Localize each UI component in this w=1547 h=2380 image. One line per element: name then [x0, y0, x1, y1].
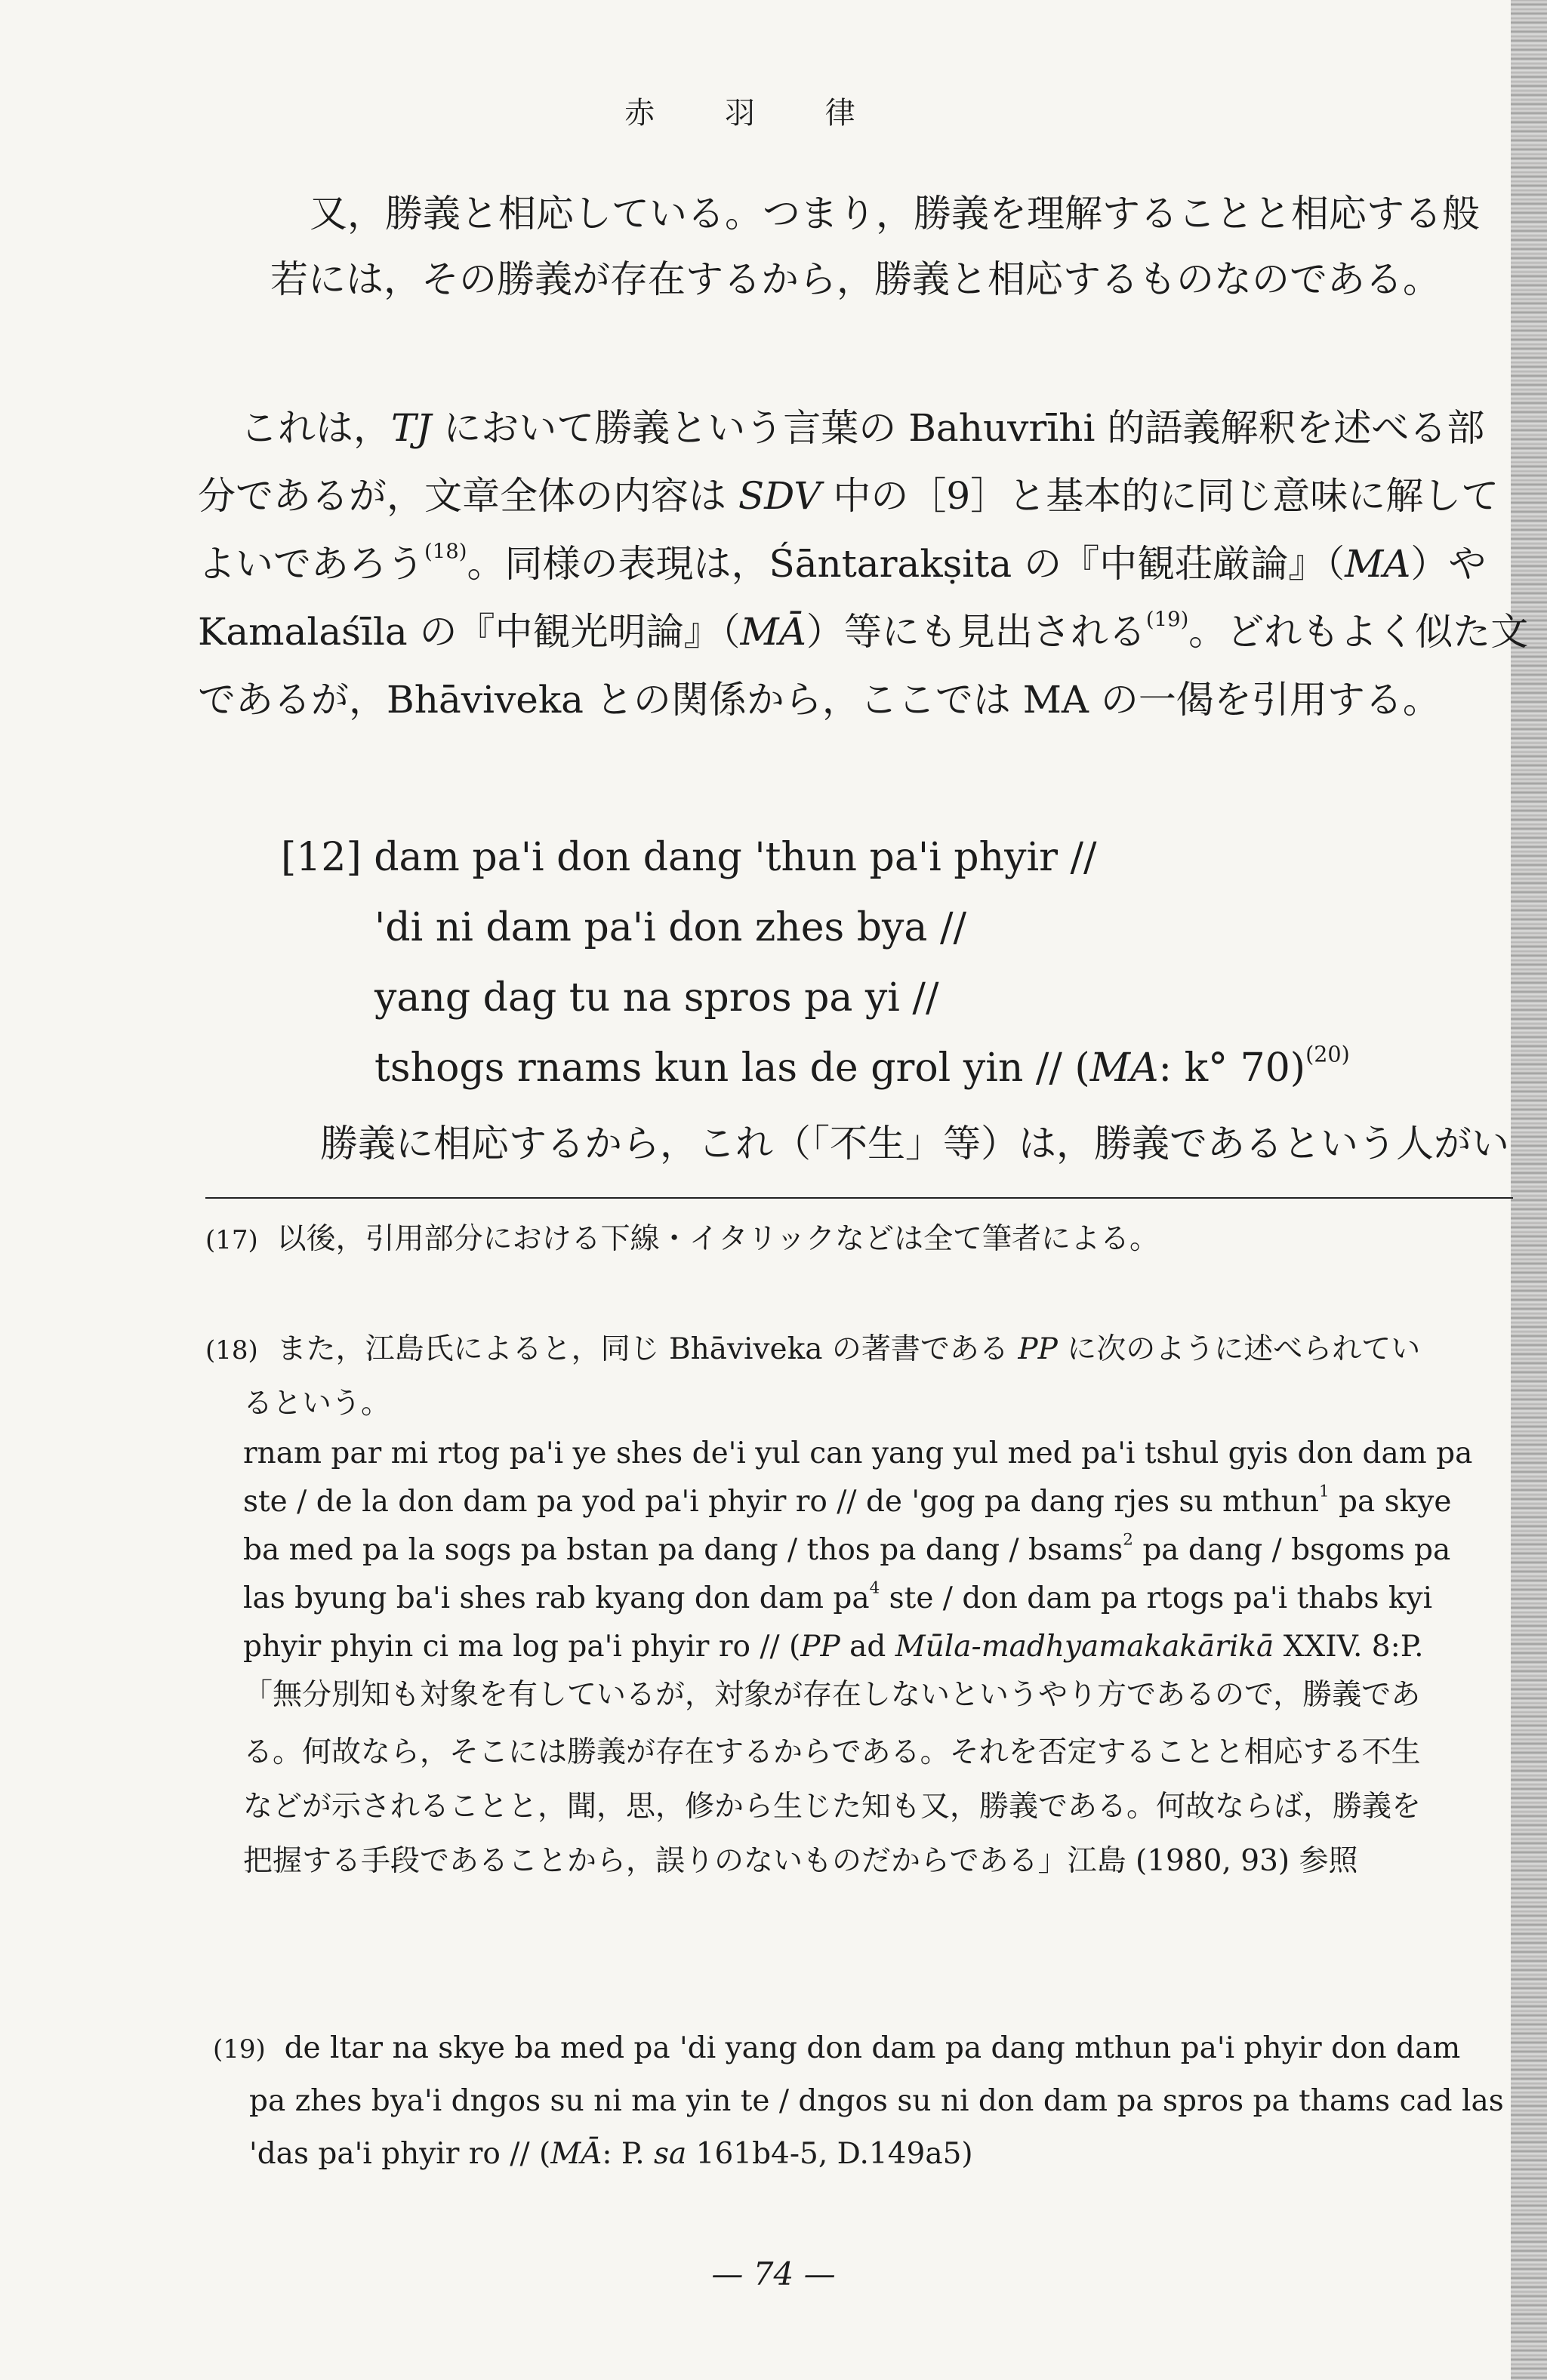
verse-line: yang dag tu na spros pa yi //: [374, 975, 939, 1021]
footnote-line: 「無分別知も対象を有しているが，対象が存在しないというやり方であるので，勝義であ: [243, 1678, 1421, 1712]
page-number: — 74 —: [711, 2255, 836, 2292]
running-header: 赤 羽 律: [624, 96, 886, 131]
footnote-line: 把握する手段であることから，誤りのないものだからである」江島 (1980, 93) 参照: [243, 1844, 1358, 1878]
footnote-line: pa zhes bya'i dngos su ni ma yin te / dngos su ni don dam pa spros pa thams cad las: [249, 2084, 1504, 2118]
footnote-line: ste / de la don dam pa yod pa'i phyir ro // de 'gog pa dang rjes su mthun$^1$ pa skye: [243, 1482, 1452, 1519]
body-line: 勝義に相応するから，これ（「不生」等）は，勝義であるという人がい: [320, 1122, 1509, 1165]
footnote-19: (19) de ltar na skye ba med pa 'di yang don dam pa dang mthun pa'i phyir don dam: [213, 2031, 1461, 2065]
verse-line: 'di ni dam pa'i don zhes bya //: [374, 905, 966, 950]
footnote-17: (17) 以後，引用部分における下線・イタリックなどは全て筆者による。: [205, 1222, 1160, 1256]
footnote-line: phyir phyin ci ma log pa'i phyir ro // (PP ad Mūla-madhyamakakārikā XXIV. 8:P.: [243, 1630, 1424, 1664]
body-line: 若には，その勝義が存在するから，勝義と相応するものなのである。: [270, 257, 1441, 301]
footnote-line: るという。: [243, 1387, 391, 1421]
footnote-line: る。何故なら，そこには勝義が存在するからである。それを否定することと相応する不生: [243, 1735, 1421, 1769]
footnote-18: (18) また，江島氏によると，同じ Bhāviveka の著書である PP に次のように述べられてい: [205, 1332, 1421, 1366]
body-line: 分であるが，文章全体の内容は SDV 中の［9］と基本的に同じ意味に解して: [198, 474, 1499, 518]
footnote-line: las byung ba'i shes rab kyang don dam $pa^4$ ste / don dam pa rtogs pa'i thabs kyi: [243, 1578, 1433, 1615]
body-line: よいであろう$^{(18)}$。同様の表現は，Śāntarakṣita の『中観荘厳論』（MA）や: [198, 539, 1487, 586]
body-line: 又，勝義と相応している。つまり，勝義を理解することと相応する般: [310, 192, 1480, 236]
verse-line: tshogs rnams kun las de grol yin // (MA: k° 70)$^{(20)}$: [374, 1041, 1350, 1091]
footnote-line: ba med pa la sogs pa bstan pa dang / thos pa dang / bsams$^2$ pa dang / bsgoms pa: [243, 1530, 1451, 1567]
body-line: であるが，Bhāviveka との関係から，ここでは MA の一偈を引用する。: [198, 678, 1441, 722]
verse-line: [12] dam pa'i don dang 'thun pa'i phyir //: [281, 835, 1097, 880]
scan-edge-shadow: [1511, 0, 1547, 2380]
footnote-line: 'das pa'i phyir ro // (MĀ: P. sa 161b4-5, D.149a5): [249, 2137, 973, 2171]
footnote-line: rnam par mi rtog pa'i ye shes de'i yul can yang yul med pa'i tshul gyis don dam pa: [243, 1436, 1473, 1470]
footnote-rule: [205, 1197, 1513, 1199]
body-line: Kamalaśīla の『中観光明論』（MĀ）等にも見出される$^{(19)}$。どれもよく似た文: [198, 607, 1529, 654]
body-line: これは，TJ において勝義という言葉の Bahuvrīhi 的語義解釈を述べる部: [240, 406, 1485, 450]
footnote-line: などが示されることと，聞，思，修から生じた知も又，勝義である。何故ならば，勝義を: [243, 1790, 1422, 1824]
